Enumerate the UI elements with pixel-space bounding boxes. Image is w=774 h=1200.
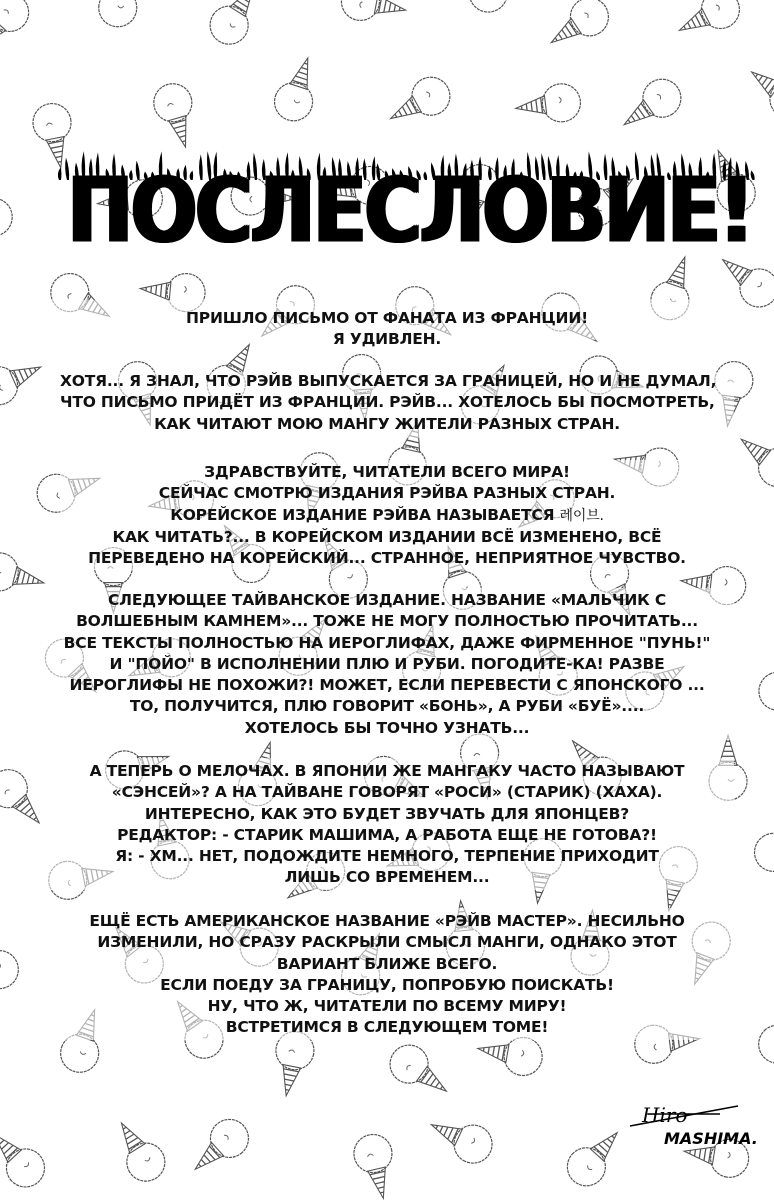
text-line: КАК ЧИТАТЬ?... В КОРЕЙСКОМ ИЗДАНИИ ВСЁ ИЗМЕНЕНО, ВСЁ	[112, 527, 662, 546]
ice-cream-cone-head-icon	[753, 654, 774, 717]
text-line: ПЕРЕВЕДЕНО НА КОРЕЙСКИЙ... СТРАННОЕ, НЕПРИЯТНОЕ ЧУВСТВО.	[88, 549, 686, 568]
signature-last-name: MASHIMA.	[664, 1129, 758, 1148]
korean-title: 레이브.	[559, 507, 604, 524]
ice-cream-cone-head-icon	[98, 0, 138, 27]
text-line: А ТЕПЕРЬ О МЕЛОЧАХ. В ЯПОНИИ ЖЕ МАНГАКУ ЧАСТО НАЗЫВАЮТ	[89, 762, 685, 780]
ice-cream-cone-head-icon	[0, 196, 14, 240]
ice-cream-cone-head-icon	[468, 0, 507, 12]
text-line: Я: - ХМ... НЕТ, ПОДОЖДИТЕ НЕМНОГО, ТЕРПЕНИЕ ПРИХОДИТ	[115, 847, 659, 866]
text-line: СЛЕДУЮЩЕЕ ТАЙВАНСКОЕ ИЗДАНИЕ. НАЗВАНИЕ «МАЛЬЧИК С	[107, 591, 667, 609]
ice-cream-cone-head-icon	[0, 0, 36, 60]
text-line: ИНТЕРЕСНО, КАК ЭТО БУДЕТ ЗВУЧАТЬ ДЛЯ ЯПОНЦЕВ?	[144, 804, 630, 823]
author-signature	[628, 1096, 768, 1156]
text-line: ИЗМЕНИЛИ, НО СРАЗУ РАСКРЫЛИ СМЫСЛ МАНГИ, ОДНАКО ЭТОТ	[97, 933, 677, 952]
ice-cream-cone-head-icon	[0, 1121, 52, 1194]
text-line: КАК ЧИТАЮТ МОЮ МАНГУ ЖИТЕЛИ РАЗНЫХ СТРАН.	[154, 414, 620, 433]
ice-cream-cone-head-icon	[423, 1107, 498, 1169]
text-line: ВСТРЕТИМСЯ В СЛЕДУЮЩЕМ ТОМЕ!	[225, 1018, 549, 1037]
ice-cream-cone-head-icon	[381, 70, 456, 135]
text-line: «СЭНСЕЙ»? А НА ТАЙВАНЕ ГОВОРЯТ «РОСИ» (СТАРИК) (ХАХА).	[111, 783, 663, 802]
ice-cream-cone-head-icon	[203, 0, 270, 51]
ice-cream-cone-head-icon	[183, 1112, 257, 1184]
text-line: ВАРИАНТ БЛИЖЕ ВСЕГО.	[276, 954, 498, 973]
paragraph-6	[60, 911, 714, 1039]
ice-cream-cone-head-icon	[741, 57, 774, 126]
text-line: ИЕРОГЛИФЫ НЕ ПОХОЖИ?! МОЖЕТ, ЕСЛИ ПЕРЕВЕСТИ С ЯПОНСКОГО ...	[69, 676, 705, 695]
ice-cream-cone-head-icon	[383, 1038, 458, 1107]
paragraph-1	[60, 308, 714, 351]
page-title: ПОСЛЕСЛОВИЕ!	[67, 160, 753, 264]
text-line: ЧТО ПИСЬМО ПРИДЁТ ИЗ ФРАНЦИИ. РЭЙВ... ХОТЕЛОСЬ БЫ ПОСМОТРЕТЬ,	[60, 393, 715, 412]
paragraph-5	[60, 761, 714, 889]
text-line: И "ПОЙО" В ИСПОЛНЕНИИ ПЛЮ И РУБИ. ПОГОДИТЕ-КА! РАЗВЕ	[109, 654, 665, 673]
ice-cream-cone-head-icon	[671, 0, 746, 47]
ice-cream-cone-head-icon	[270, 52, 326, 126]
signature-first-name: Hiro	[642, 1103, 688, 1127]
text-line: НУ, ЧТО Ж, ЧИТАТЕЛИ ПО ВСЕМУ МИРУ!	[207, 997, 567, 1016]
ice-cream-cone-head-icon	[730, 424, 774, 494]
text-segment: КОРЕЙСКОЕ ИЗДАНИЕ РЭЙВА НАЗЫВАЕТСЯ	[170, 505, 555, 524]
ice-cream-cone-head-icon	[513, 82, 582, 128]
ice-cream-cone-head-icon	[541, 0, 616, 58]
ice-cream-cone-head-icon	[338, 0, 409, 29]
text-line: ЗДРАВСТВУЙТЕ, ЧИТАТЕЛИ ВСЕГО МИРА!	[204, 463, 570, 481]
text-line-with-korean	[60, 505, 714, 527]
text-line: ВОЛШЕБНЫМ КАМНЕМ»... ТОЖЕ НЕ МОГУ ПОЛНОСТЬЮ ПРОЧИТАТЬ...	[76, 612, 698, 631]
ice-cream-cone-head-icon	[747, 811, 774, 879]
text-line: ЛИШЬ СО ВРЕМЕНЕМ...	[284, 868, 490, 887]
ice-cream-cone-head-icon	[105, 1113, 172, 1188]
paragraph-3	[60, 462, 714, 569]
ice-cream-cone-head-icon	[560, 1120, 632, 1194]
text-line: ЕЩЁ ЕСТЬ АМЕРИКАНСКОЕ НАЗВАНИЕ «РЭЙВ МАСТЕР». НЕСИЛЬНО	[89, 912, 685, 930]
text-line: ХОТЯ... Я ЗНАЛ, ЧТО РЭЙВ ВЫПУСКАЕТСЯ ЗА ГРАНИЦЕЙ, НО И НЕ ДУМАЛ,	[60, 372, 717, 390]
text-line: Я УДИВЛЕН.	[332, 330, 442, 349]
text-line: ВСЕ ТЕКСТЫ ПОЛНОСТЬЮ НА ИЕРОГЛИФАХ, ДАЖЕ ФИРМЕННОЕ "ПУНЬ!"	[63, 633, 711, 652]
paragraph-2	[60, 371, 717, 435]
text-line: ХОТЕЛОСЬ БЫ ТОЧНО УЗНАТЬ...	[244, 718, 530, 737]
ice-cream-cone-head-icon	[350, 1131, 402, 1200]
ice-cream-cone-head-icon	[0, 937, 23, 994]
text-line: РЕДАКТОР: - СТАРИК МАШИМА, А РАБОТА ЕЩЕ НЕ ГОТОВА?!	[117, 825, 657, 844]
ice-cream-cone-head-icon	[751, 999, 774, 1071]
text-line: ТО, ПОЛУЧИТСЯ, ПЛЮ ГОВОРИТ «БОНЬ», А РУБИ «БУЁ»....	[129, 697, 645, 716]
text-line: ПРИШЛО ПИСЬМО ОТ ФАНАТА ИЗ ФРАНЦИИ!	[186, 309, 588, 327]
text-line: СЕЙЧАС СМОТРЮ ИЗДАНИЯ РЭЙВА РАЗНЫХ СТРАН.	[158, 484, 616, 503]
ice-cream-cone-head-icon	[613, 72, 688, 140]
text-line: ЕСЛИ ПОЕДУ ЗА ГРАНИЦУ, ПОПРОБУЮ ПОИСКАТЬ!	[160, 975, 614, 994]
paragraph-4	[60, 590, 714, 739]
